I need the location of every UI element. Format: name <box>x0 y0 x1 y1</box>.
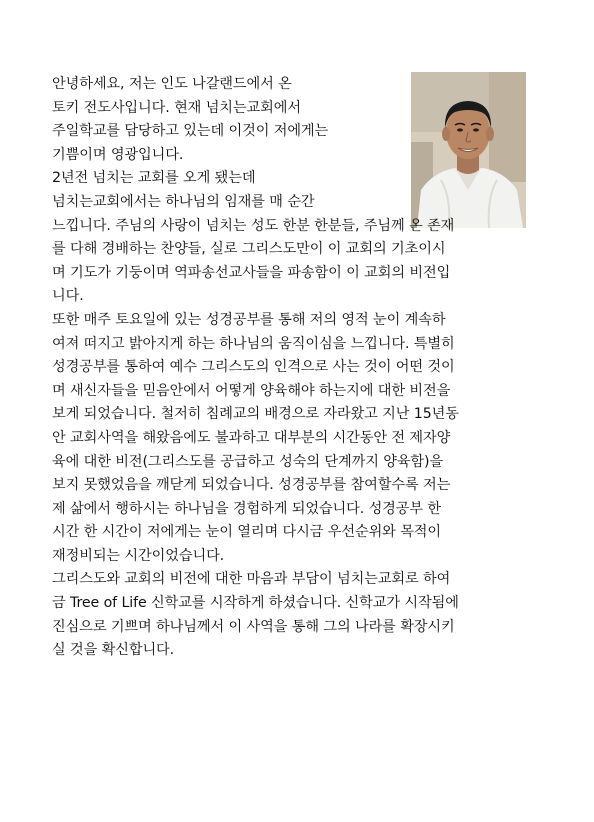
text-line: 또한 매주 토요일에 있는 성경공부를 통해 저의 영적 눈이 계속하 <box>52 311 446 328</box>
text-line: 여져 떠지고 밝아지게 하는 하나님의 움직이심을 느낍니다. 특별히 <box>52 335 455 352</box>
text-line: 재정비되는 시간이었습니다. <box>52 547 225 564</box>
text-line: 며 기도가 기둥이며 역파송선교사들을 파송함이 이 교회의 비전입 <box>52 264 451 281</box>
text-line: 육에 대한 비전(그리스도를 공급하고 성숙의 단계까지 양육함)을 <box>52 453 444 470</box>
text-line: 니다. <box>52 288 84 305</box>
text-line: 2년전 넘치는 교회를 오게 됐는데 <box>52 170 256 187</box>
text-line: 금 Tree of Life 신학교를 시작하게 하셨습니다. 신학교가 시작됨에 <box>52 595 459 612</box>
text-line: 안 교회사역을 해왔음에도 불과하고 대부분의 시간동안 전 제자양 <box>52 429 451 446</box>
text-line: 느낍니다. 주님의 사랑이 넘치는 성도 한분 한분들, 주님께 온 존재 <box>52 217 455 234</box>
text-line: 시간 한 시간이 저에게는 눈이 열리며 다시금 우선순위와 목적이 <box>52 524 442 541</box>
text-line: 보게 되었습니다. 철저히 침례교의 배경으로 자라왔고 지난 15년동 <box>52 406 459 423</box>
text-line: 주일학교를 담당하고 있는데 이것이 저에게는 <box>52 123 329 140</box>
text-line: 넘치는교회에서는 하나님의 임재를 매 순간 <box>52 193 315 210</box>
text-line: 토키 전도사입니다. 현재 넘치는교회에서 <box>52 99 301 116</box>
text-line: 안녕하세요, 저는 인도 나갈랜드에서 온 <box>52 76 292 92</box>
text-line: 를 다해 경배하는 찬양들, 실로 그리스도만이 이 교회의 기초이시 <box>52 241 446 258</box>
testimony-text <box>52 73 552 663</box>
text-line: 보지 못했었음을 깨닫게 되었습니다. 성경공부를 참여할수록 저는 <box>52 477 451 494</box>
text-line: 진심으로 기쁘며 하나님께서 이 사역을 통해 그의 나라를 확장시키 <box>52 618 455 635</box>
text-line: 실 것을 확신합니다. <box>52 642 175 659</box>
text-line: 며 새신자들을 믿음안에서 어떻게 양육해야 하는지에 대한 비전을 <box>52 382 451 399</box>
text-line: 기쁨이며 영광입니다. <box>52 146 184 163</box>
text-line: 성경공부를 통하여 예수 그리스도의 인격으로 사는 것이 어떤 것이 <box>52 359 455 376</box>
text-line: 제 삶에서 행하시는 하나님을 경험하게 되었습니다. 성경공부 한 <box>52 500 442 517</box>
text-line: 그리스도와 교회의 비전에 대한 마음과 부담이 넘치는교회로 하여 <box>52 571 451 588</box>
